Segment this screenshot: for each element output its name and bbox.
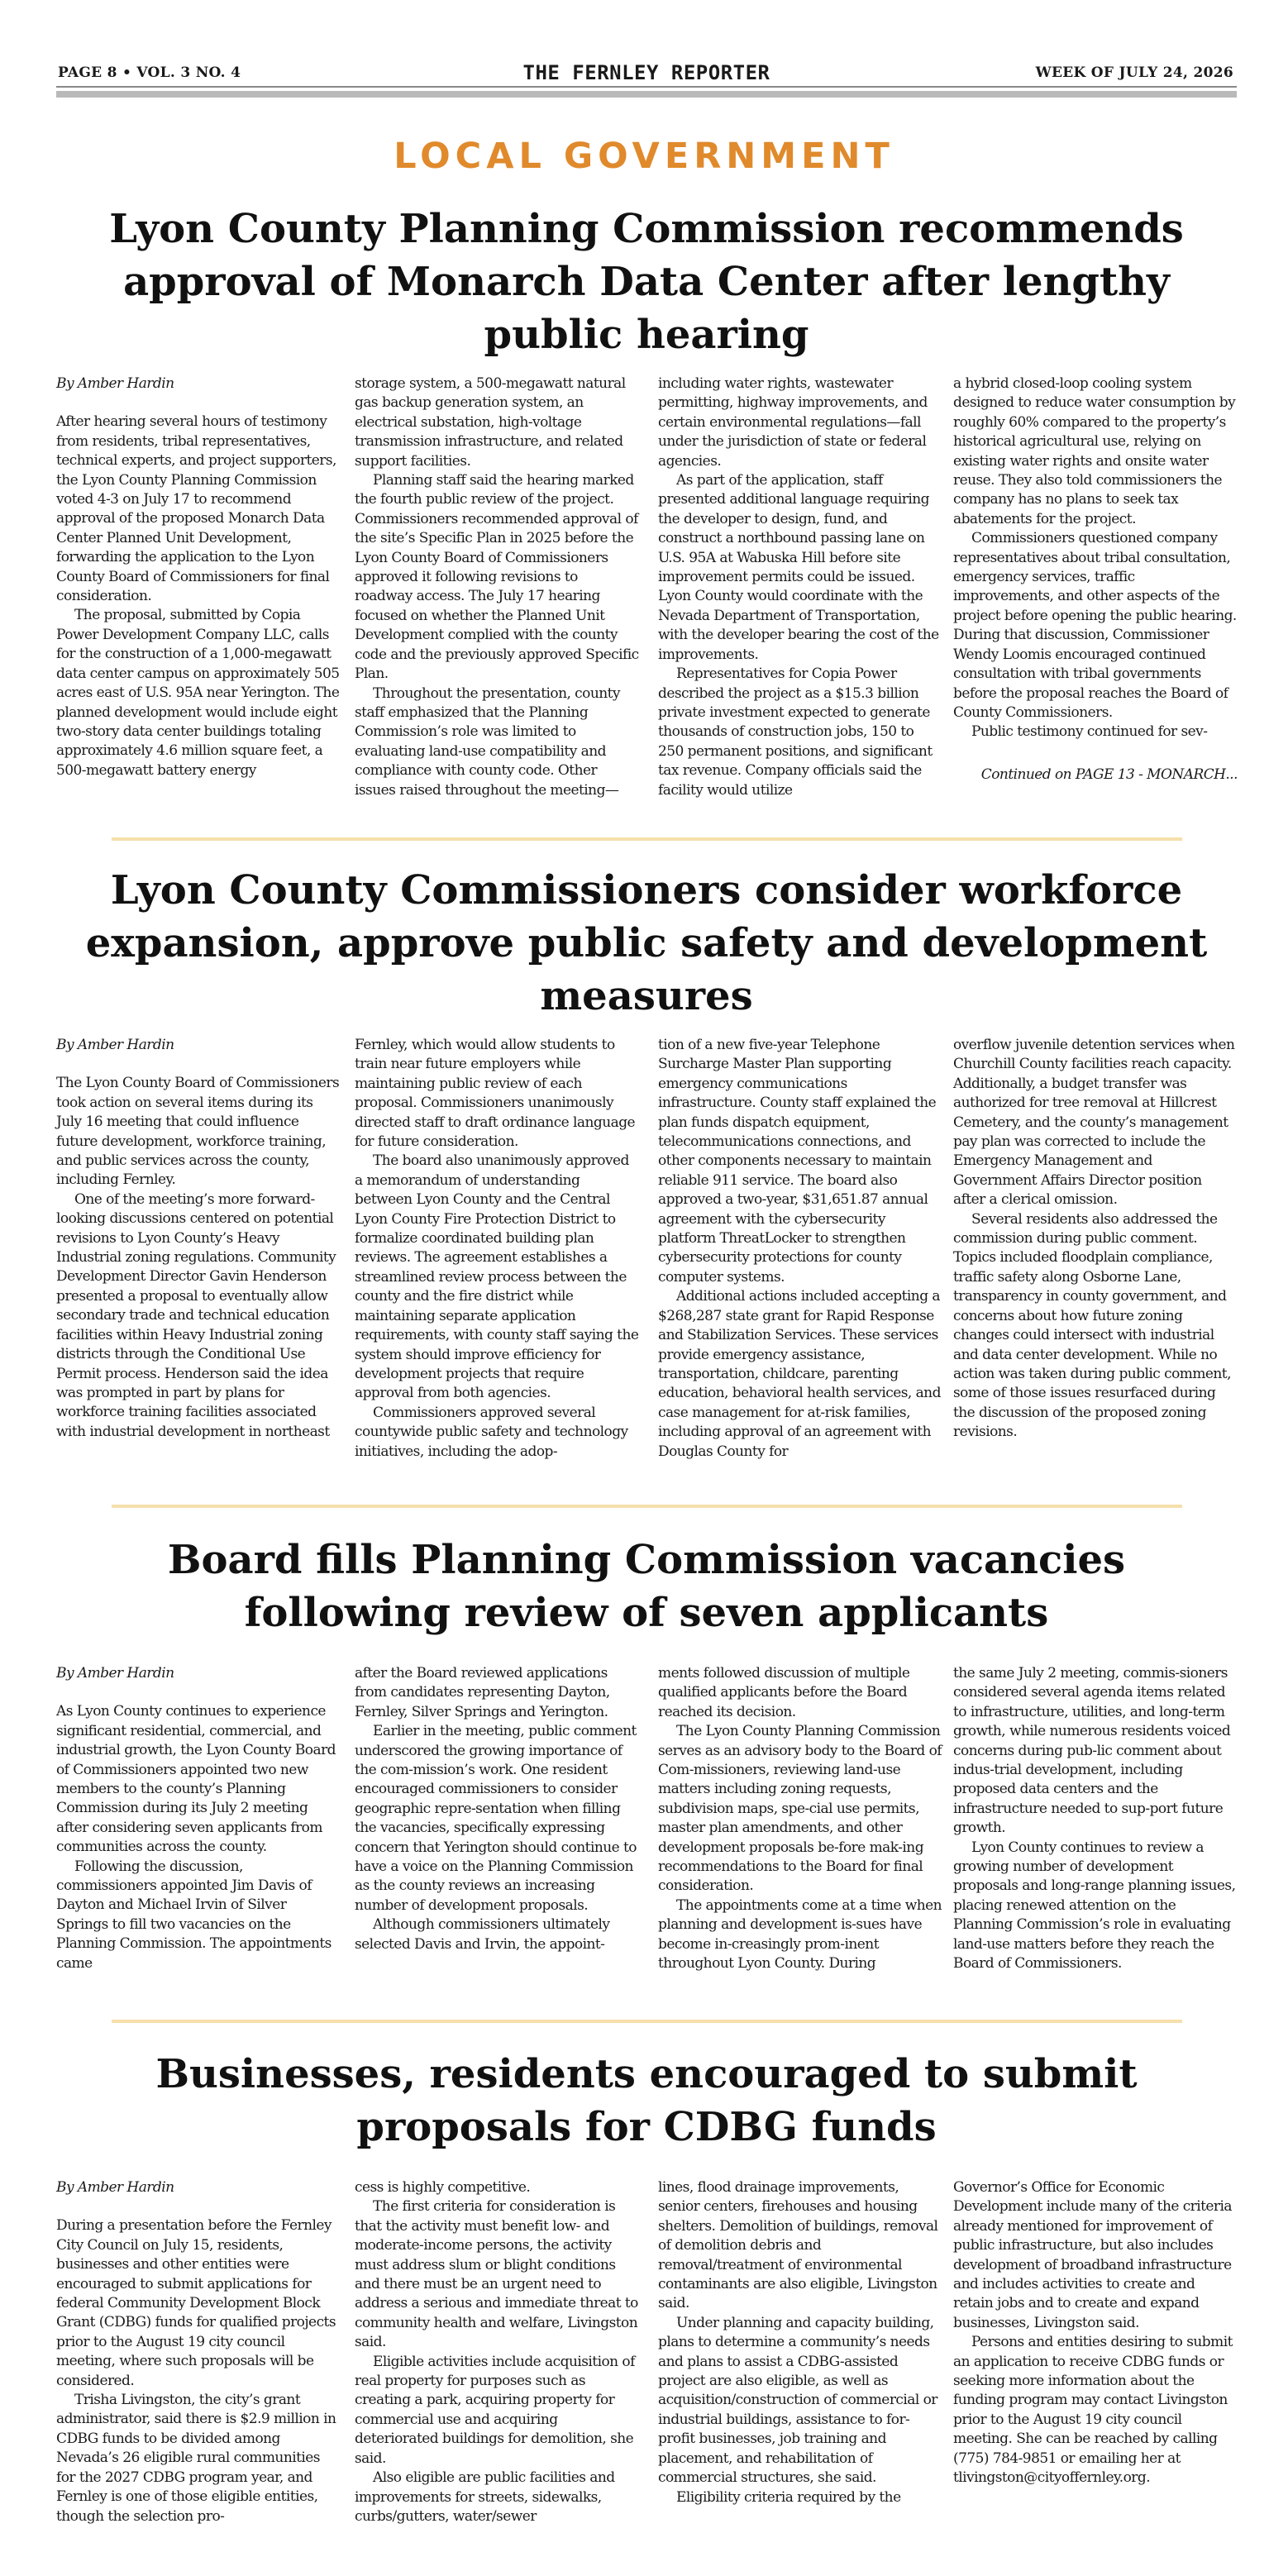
paragraph: lines, flood drainage improvements, senior centers, firehouses and housing shelters. Demolition of buildings, removal of demolition debris and removal/treatment of environmental contaminants are also eligible, Livingston said.: [658, 2179, 938, 2312]
paragraph: Representatives for Copia Power described the project as a $15.3 billion private investment expected to generate thousands of construction jobs, 150 to 250 permanent positions, and significant tax revenue. Company officials said the facility would utilize: [658, 665, 933, 799]
section-label: LOCAL GOVERNMENT: [394, 136, 894, 177]
article-column: [658, 374, 942, 800]
article-column: [953, 1036, 1238, 1443]
article-headline: Lyon County Commissioners consider workforce expansion, approve public safety and development measures: [85, 867, 1208, 1019]
article-column: [56, 1036, 341, 1442]
article-monarch-data-center: [56, 203, 1238, 799]
masthead-rule-thin: [56, 86, 1237, 88]
byline: By Amber Hardin: [56, 1037, 174, 1053]
paragraph: The first criteria for consideration is that the activity must benefit low- and moderate-income persons, the activity must address slum or blight conditions and there must be an urgent need to address a serious and immediate threat to community health and welfare, Livingston said.: [355, 2198, 638, 2351]
paragraph: Public testimony continued for sev-: [971, 723, 1208, 741]
article-headline: Board fills Planning Commission vacancies following review of seven applicants: [167, 1537, 1126, 1636]
page-volume-label: PAGE 8 • VOL. 3 NO. 4: [58, 64, 241, 81]
paragraph: The Lyon County Board of Commissioners took action on several items during its July 16 meeting that could influence future development, workforce training, and public services across the county, including Fernley.: [56, 1075, 340, 1189]
article-column: [658, 2178, 942, 2507]
paragraph: ments followed discussion of multiple qualified applicants before the Board reached its decision.: [658, 1665, 910, 1720]
article-column: [658, 1036, 942, 1462]
article-planning-commission-vacancies: [56, 1534, 1237, 1973]
paragraph: Eligible activities include acquisition of real property for purposes such as creating a park, acquiring property for commercial use and acquiring deteriorated buildings for demolition, she said.: [355, 2353, 635, 2467]
paragraph: Eligibility criteria required by the: [676, 2488, 901, 2506]
paragraph: Earlier in the meeting, public comment underscored the growing importance of the com-mission’s work. One resident encouraged commissioners to consider geographic repre-sentation when filling the vacancies, specifically expressing concern that Yerington should continue to have a voice on the Planning Commission as the county reviews an increasing number of development proposals.: [355, 1723, 637, 1914]
paragraph: after the Board reviewed applications from candidates representing Dayton, Fernley, Silver Springs and Yerington.: [355, 1665, 610, 1720]
paragraph: Although commissioners ultimately selected Davis and Irvin, the appoint-: [355, 1916, 610, 1953]
byline: By Amber Hardin: [56, 1665, 174, 1682]
article-column: [56, 374, 341, 780]
article-column: [953, 374, 1238, 785]
article-column: [953, 2178, 1238, 2488]
issue-date: WEEK OF JULY 24, 2026: [1035, 64, 1233, 81]
article-column: [658, 1664, 942, 1974]
paragraph: cess is highly competitive.: [355, 2179, 531, 2196]
article-divider: [112, 1505, 1182, 1508]
paragraph: Following the discussion, commissioners appointed Jim Davis of Dayton and Michael Irvin of Silver Springs to fill two vacancies on the Planning Commission. The appointments came: [56, 1858, 332, 1972]
paragraph: The board also unanimously approved a memorandum of understanding between Lyon County and the Central Lyon County Fire Protection District to formalize coordinated building plan reviews. The agreement establishes a streamlined review process between the county and the fire district while maintaining separate application requirements, with county staff saying the system should improve efficiency for development projects that require approval from both agencies.: [355, 1152, 639, 1402]
paragraph: the same July 2 meeting, commis-sioners considered several agenda items related to infrastructure, utilities, and long-term growth, while numerous residents voiced concerns during pub-lic comment about indus-trial development, including proposed data centers and the infrastructure needed to sup-port future growth.: [953, 1665, 1231, 1837]
paragraph: including water rights, wastewater permitting, highway improvements, and certain environmental regulations—fall under the jurisdiction of state or federal agencies.: [658, 375, 928, 470]
continued-link[interactable]: Continued on PAGE 13 - MONARCH...: [980, 766, 1238, 783]
paragraph: Under planning and capacity building, plans to determine a community’s needs and plans to assist a CDBG-assisted project are also eligible, as well as acquisition/construction of commercial or industrial buildings, assistance to for-profit businesses, job training and placement, and rehabilitation of commercial structures, she said.: [658, 2314, 937, 2487]
paragraph: Commissioners questioned company representatives about tribal consultation, emergency services, traffic improvements, and other aspects of the project before opening the public hearing. During that discussion, Commissioner Wendy Loomis encouraged continued consultation with tribal governments before the proposal reaches the Board of County Commissioners.: [953, 530, 1237, 721]
paragraph: Fernley, which would allow students to train near future employers while maintaining public review of each proposal. Commissioners unanimously directed staff to draft ordinance language for future consideration.: [355, 1037, 636, 1151]
paragraph: Trisha Livingston, the city’s grant administrator, said there is $2.9 million in CDBG funds to be divided among Nevada’s 26 eligible rural communities for the 2027 CDBG program year, and Fernley is one of those eligible entities, though the selection pro-: [56, 2392, 336, 2525]
paragraph: Throughout the presentation, county staff emphasized that the Planning Commission’s role was limited to evaluating land-use compatibility and compliance with county code. Other issues raised throughout the meeting—: [355, 685, 620, 799]
paragraph: As Lyon County continues to experience significant residential, commercial, and industrial growth, the Lyon County Board of Commissioners appointed two new members to the county’s Planning Commission during its July 2 meeting after considering seven applicants from communities across the county.: [56, 1703, 336, 1856]
paragraph: The appointments come at a time when planning and development is-sues have become in-creasingly prom-inent throughout Lyon County. During: [658, 1896, 942, 1973]
byline: By Amber Hardin: [56, 375, 174, 392]
paragraph: After hearing several hours of testimony from residents, tribal representatives, technical experts, and project supporters, the Lyon County Planning Commission voted 4-3 on July 17 to recommend approval of the proposed Monarch Data Center Planned Unit Development, forwarding the application to the Lyon County Board of Commissioners for final consideration.: [56, 413, 336, 605]
paragraph: As part of the application, staff presented additional language requiring the developer to design, fund, and construct a northbound passing lane on U.S. 95A at Wabuska Hill before site improvement permits could be issued. Lyon County would coordinate with the Nevada Department of Transportation, with the developer bearing the cost of the improvements.: [658, 472, 939, 663]
paragraph: Lyon County continues to review a growing number of development proposals and long-range planning issues, placing renewed attention on the Planning Commission’s role in evaluating land-use matters before they reach the Board of Commissioners.: [953, 1839, 1236, 1973]
article-column: [953, 1664, 1238, 1974]
article-column: [355, 1036, 639, 1462]
paragraph: During a presentation before the Fernley City Council on July 15, residents, businesses and other entities were encouraged to submit applications for federal Community Development Block Grant (CDBG) funds for qualified projects prior to the August 19 city council meeting, where such proposals will be considered.: [56, 2217, 336, 2389]
paragraph: Planning staff said the hearing marked the fourth public review of the project. Commissioners recommended approval of the site’s Specific Plan in 2025 before the Lyon County Board of Commissioners approved it following revisions to roadway access. The July 17 hearing focused on whether the Planned Unit Development complied with the county code and the previously approved Specific Plan.: [355, 472, 639, 683]
byline: By Amber Hardin: [56, 2179, 174, 2196]
article-column: [355, 1664, 639, 1954]
paragraph: Additional actions included accepting a $268,287 state grant for Rapid Response and Stabilization Services. These services provide emergency assistance, transportation, childcare, parenting education, behavioral health services, and case management for at-risk families, including approval of an agreement with Douglas County for: [658, 1288, 941, 1460]
masthead: [56, 61, 1237, 86]
article-commissioners-workforce: [56, 864, 1237, 1460]
paragraph: overflow juvenile detention services when Churchill County facilities reach capacity. Additionally, a budget transfer was authorized for tree removal at Hillcrest Cemetery, and the county’s management pay plan was corrected to include the Emergency Management and Government Affairs Director position after a clerical omission.: [953, 1037, 1235, 1209]
paragraph: a hybrid closed-loop cooling system designed to reduce water consumption by roughly 60% compared to the property’s historical agricultural use, relying on existing water rights and onsite water reuse. They also told commissioners the company has no plans to seek tax abatements for the project.: [953, 375, 1236, 527]
article-cdbg-funds: [56, 2048, 1237, 2525]
article-column: [355, 374, 639, 800]
article-divider: [112, 2020, 1182, 2023]
paragraph: The Lyon County Planning Commission serves as an advisory body to the Board of Com-missioners, reviewing land-use matters including zoning requests, subdivision maps, spe-cial use permits, master plan amendments, and other development proposals be-fore mak-ing recommendations to the Board for final consideration.: [658, 1723, 942, 1895]
article-column: [56, 1664, 341, 1973]
article-column: [355, 2178, 639, 2526]
paragraph: Several residents also addressed the commission during public comment. Topics included floodplain compliance, traffic safety along Osborne Lane, transparency in county government, and concerns about how future zoning changes could intersect with industrial and data center development. While no action was taken during public comment, some of those issues resurfaced during the discussion of the proposed zoning revisions.: [953, 1210, 1231, 1441]
paragraph: Persons and entities desiring to submit an application to receive CDBG funds or seeking more information about the funding program may contact Livingston prior to the August 19 city council meeting. She can be reached by calling (775) 784-9851 or emailing her at tlivingston@cityoffernley.org.: [953, 2334, 1233, 2487]
paragraph: storage system, a 500-megawatt natural gas backup generation system, an electrical substation, high-voltage transmission infrastructure, and related support facilities.: [355, 375, 626, 470]
paragraph: The proposal, submitted by Copia Power Development Company LLC, calls for the construction of a 1,000-megawatt data center campus on approximately 505 acres east of U.S. 95A near Yerington. The planned development would include eight two-story data center buildings totaling approximately 4.6 million square feet, a 500-megawatt battery energy: [56, 607, 340, 779]
article-divider: [112, 837, 1182, 841]
paragraph: Also eligible are public facilities and improvements for streets, sidewalks, curbs/gutters, water/sewer: [355, 2469, 615, 2525]
paragraph: One of the meeting’s more forward-looking discussions centered on potential revisions to Lyon County’s Heavy Industrial zoning regulations. Community Development Director Gavin Henderson presented a proposal to eventually allow secondary trade and technical education facilities within Heavy Industrial zoning districts through the Conditional Use Permit process. Henderson said the idea was prompted in part by plans for workforce training facilities associated with industrial development in northeast: [56, 1190, 336, 1440]
newspaper-title: THE FERNLEY REPORTER: [522, 61, 770, 84]
paragraph: tion of a new five-year Telephone Surcharge Master Plan supporting emergency communications infrastructure. County staff explained the plan funds dispatch equipment, telecommunications connections, and other components necessary to maintain reliable 911 service. The board also approved a two-year, $31,651.87 annual agreement with the cybersecurity platform ThreatLocker to strengthen cybersecurity protections for county computer systems.: [658, 1037, 937, 1286]
article-headline: Businesses, residents encouraged to submit proposals for CDBG funds: [155, 2051, 1138, 2150]
paragraph: Commissioners approved several countywide public safety and technology initiatives, including the adop-: [355, 1404, 628, 1460]
article-headline: Lyon County Planning Commission recommends approval of Monarch Data Center after lengthy public hearing: [109, 206, 1184, 358]
paragraph: Governor’s Office for Economic Development include many of the criteria already mentioned for improvement of public infrastructure, but also includes development of broadband infrastructure and includes activities to create and retain jobs and to create and expand businesses, Livingston said.: [953, 2179, 1232, 2331]
masthead-rule-thick: [56, 91, 1237, 98]
article-column: [56, 2178, 341, 2526]
